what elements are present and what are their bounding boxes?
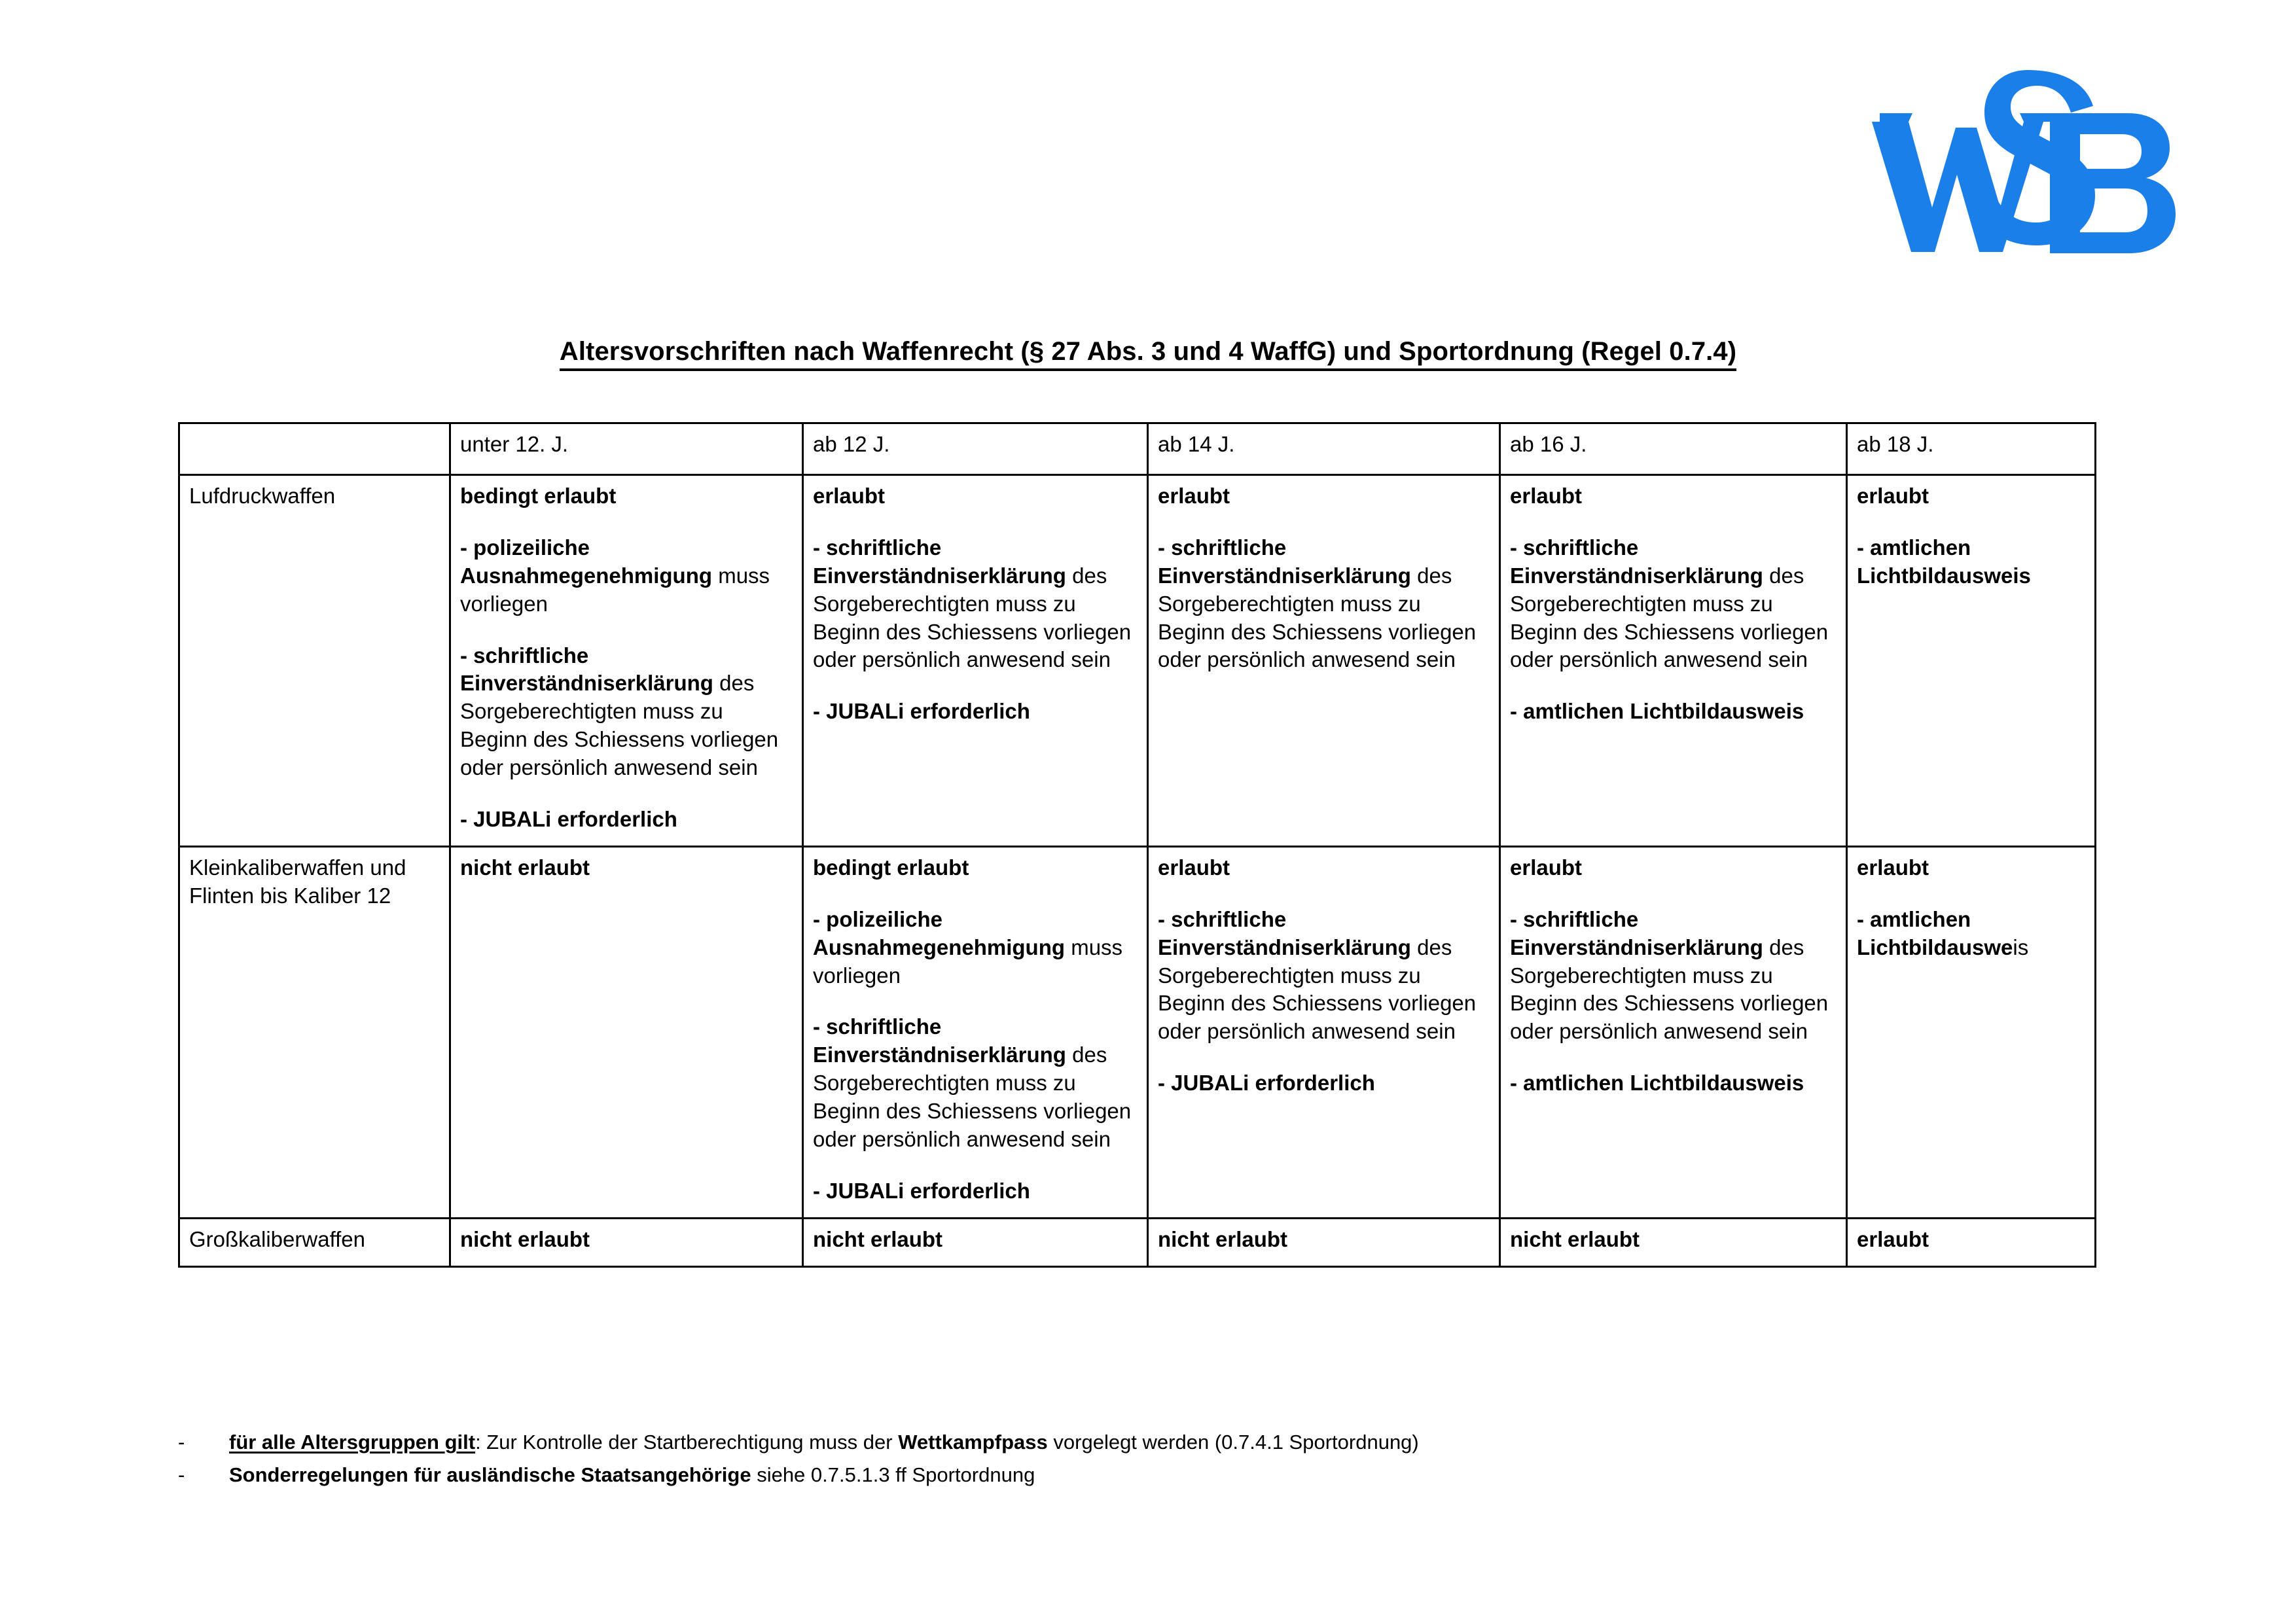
requirement-detail: des Sorgeberechtigten muss zu Beginn des Schiessens vorliegen oder persönlich anwesend sein bbox=[813, 563, 1132, 672]
cell-requirement bbox=[1857, 534, 2085, 590]
cell-requirement bbox=[1510, 906, 1837, 1046]
cell-spacer bbox=[460, 782, 793, 806]
cell-spacer bbox=[813, 510, 1138, 534]
requirement-title: - amtlichen Lichtbildausweis bbox=[1510, 1071, 1804, 1096]
table-cell bbox=[1847, 475, 2096, 847]
table-cell bbox=[803, 1218, 1148, 1266]
cell-requirement bbox=[813, 698, 1138, 726]
column-header-from-12: ab 12 J. bbox=[803, 423, 1148, 475]
wsb-logo bbox=[1872, 36, 2179, 298]
cell-spacer bbox=[460, 618, 793, 642]
table-cell bbox=[1500, 475, 1847, 847]
footnote-bold-lead: Sonderregelungen für ausländische Staatsangehörige bbox=[229, 1463, 751, 1487]
requirement-title: - polizeiliche Ausnahmegenehmigung bbox=[813, 906, 1066, 959]
requirement-title: - schriftliche Einverständniserklärung bbox=[1510, 906, 1763, 959]
requirement-detail: des Sorgeberechtigten muss zu Beginn des Schiessens vorliegen oder persönlich anwesend sein bbox=[1158, 935, 1477, 1044]
cell-spacer bbox=[1510, 510, 1837, 534]
requirement-title: - polizeiliche Ausnahmegenehmigung bbox=[460, 535, 713, 588]
column-header-from-14: ab 14 J. bbox=[1148, 423, 1500, 475]
cell-status: nicht erlaubt bbox=[1510, 1226, 1640, 1251]
requirement-title-tail: is bbox=[2013, 935, 2029, 959]
table-cell bbox=[803, 846, 1148, 1218]
row-label: Lufdruckwaffen bbox=[179, 475, 450, 847]
footnote-text bbox=[229, 1428, 2115, 1457]
requirement-title: - amtlichen Lichtbildausweis bbox=[1510, 699, 1804, 724]
cell-spacer bbox=[813, 674, 1138, 698]
cell-spacer bbox=[1857, 510, 2085, 534]
cell-spacer bbox=[1158, 510, 1490, 534]
cell-status: erlaubt bbox=[1857, 484, 1929, 508]
requirement-detail: muss vorliegen bbox=[813, 935, 1123, 988]
requirement-detail: des Sorgeberechtigten muss zu Beginn des Schiessens vorliegen oder persönlich anwesend sein bbox=[813, 1043, 1132, 1152]
page-title-text: Altersvorschriften nach Waffenrecht (§ 27 Abs. 3 und 4 WaffG) und Sportordnung (Regel 0.7.4) bbox=[560, 337, 1736, 371]
table-cell bbox=[1847, 846, 2096, 1218]
footnote-bullet: - bbox=[178, 1463, 185, 1487]
cell-status: nicht erlaubt bbox=[1158, 1226, 1288, 1251]
requirement-title: - JUBALi erforderlich bbox=[813, 699, 1030, 724]
requirement-title: - JUBALi erforderlich bbox=[460, 807, 677, 832]
footnote-middle: : Zur Kontrolle der Startberechtigung muss der bbox=[475, 1431, 899, 1454]
footnote-emphasis: für alle Altersgruppen gilt bbox=[229, 1431, 476, 1454]
column-header-from-16: ab 16 J. bbox=[1500, 423, 1847, 475]
table-cell bbox=[1500, 846, 1847, 1218]
requirement-detail: des Sorgeberechtigten muss zu Beginn des Schiessens vorliegen oder persönlich anwesend sein bbox=[1510, 563, 1829, 672]
cell-status: erlaubt bbox=[1510, 484, 1583, 508]
cell-requirement bbox=[813, 1013, 1138, 1153]
requirement-title: - schriftliche Einverständniserklärung bbox=[460, 643, 713, 696]
requirement-detail: des Sorgeberechtigten muss zu Beginn des Schiessens vorliegen oder persönlich anwesend sein bbox=[1510, 935, 1829, 1044]
table-header-row bbox=[179, 423, 2096, 475]
footnote-bold-term: Wettkampfpass bbox=[898, 1431, 1048, 1454]
requirement-title: - schriftliche Einverständniserklärung bbox=[1510, 535, 1763, 588]
cell-requirement bbox=[813, 534, 1138, 674]
cell-requirement bbox=[1510, 1069, 1837, 1097]
cell-status: bedingt erlaubt bbox=[460, 484, 617, 508]
table-cell bbox=[1500, 1218, 1847, 1266]
table-cell bbox=[1148, 475, 1500, 847]
requirement-detail: des Sorgeberechtigten muss zu Beginn des Schiessens vorliegen oder persönlich anwesend sein bbox=[1158, 563, 1477, 672]
table-cell bbox=[1847, 1218, 2096, 1266]
table-cell bbox=[450, 846, 803, 1218]
cell-spacer bbox=[1857, 882, 2085, 906]
requirement-title: - schriftliche Einverständniserklärung bbox=[813, 1014, 1066, 1067]
cell-requirement bbox=[460, 642, 793, 782]
column-header-from-18: ab 18 J. bbox=[1847, 423, 2096, 475]
footnote-text bbox=[229, 1461, 2115, 1489]
row-label: Kleinkaliberwaffen und Flinten bis Kaliber 12 bbox=[179, 846, 450, 1218]
table-cell bbox=[803, 475, 1148, 847]
footnote-item bbox=[178, 1428, 2115, 1457]
requirement-detail: des Sorgeberechtigten muss zu Beginn des Schiessens vorliegen oder persönlich anwesend sein bbox=[460, 671, 779, 780]
age-regulations-table bbox=[178, 422, 2096, 1268]
cell-spacer bbox=[1158, 1046, 1490, 1069]
page-title bbox=[0, 337, 2296, 371]
requirement-title: - schriftliche Einverständniserklärung bbox=[813, 535, 1066, 588]
cell-requirement bbox=[813, 1177, 1138, 1205]
cell-spacer bbox=[1510, 1046, 1837, 1069]
requirement-title: - JUBALi erforderlich bbox=[813, 1178, 1030, 1203]
cell-spacer bbox=[1510, 882, 1837, 906]
cell-status: erlaubt bbox=[1158, 855, 1230, 880]
cell-status: bedingt erlaubt bbox=[813, 855, 969, 880]
table-row bbox=[179, 846, 2096, 1218]
cell-status: erlaubt bbox=[1857, 1226, 1929, 1251]
footnote-item bbox=[178, 1461, 2115, 1489]
table-row bbox=[179, 1218, 2096, 1266]
requirement-title: - amtlichen Lichtbildausweis bbox=[1857, 535, 2031, 588]
table-body bbox=[179, 475, 2096, 1267]
cell-requirement bbox=[1158, 1069, 1490, 1097]
table-cell bbox=[450, 1218, 803, 1266]
cell-requirement bbox=[460, 534, 793, 618]
cell-status: nicht erlaubt bbox=[813, 1226, 943, 1251]
cell-status: erlaubt bbox=[1857, 855, 1929, 880]
cell-spacer bbox=[1510, 674, 1837, 698]
cell-requirement bbox=[1857, 906, 2085, 962]
cell-status: erlaubt bbox=[1158, 484, 1230, 508]
cell-status: erlaubt bbox=[813, 484, 886, 508]
cell-spacer bbox=[460, 510, 793, 534]
cell-spacer bbox=[1158, 882, 1490, 906]
table-cell bbox=[1148, 846, 1500, 1218]
cell-spacer bbox=[813, 882, 1138, 906]
cell-requirement bbox=[813, 906, 1138, 990]
column-header-under-12: unter 12. J. bbox=[450, 423, 803, 475]
requirement-title: - JUBALi erforderlich bbox=[1158, 1071, 1375, 1096]
cell-spacer bbox=[813, 1154, 1138, 1177]
requirement-detail: muss vorliegen bbox=[460, 563, 770, 616]
cell-status: erlaubt bbox=[1510, 855, 1583, 880]
requirement-title: - amtlichen Lichtbildauswe bbox=[1857, 906, 2013, 959]
table-cell bbox=[1148, 1218, 1500, 1266]
column-header-category bbox=[179, 423, 450, 475]
cell-requirement bbox=[1158, 906, 1490, 1046]
cell-requirement bbox=[1510, 698, 1837, 726]
cell-status: nicht erlaubt bbox=[460, 1226, 590, 1251]
cell-requirement bbox=[1158, 534, 1490, 674]
cell-requirement bbox=[460, 806, 793, 834]
table-row bbox=[179, 475, 2096, 847]
footnote-tail: siehe 0.7.5.1.3 ff Sportordnung bbox=[751, 1463, 1035, 1487]
cell-requirement bbox=[1510, 534, 1837, 674]
footnote-tail: vorgelegt werden (0.7.4.1 Sportordnung) bbox=[1047, 1431, 1419, 1454]
footnotes bbox=[178, 1428, 2115, 1493]
requirement-title: - schriftliche Einverständniserklärung bbox=[1158, 906, 1411, 959]
footnote-bullet: - bbox=[178, 1431, 185, 1454]
table-cell bbox=[450, 475, 803, 847]
cell-spacer bbox=[813, 990, 1138, 1013]
requirement-title: - schriftliche Einverständniserklärung bbox=[1158, 535, 1411, 588]
cell-status: nicht erlaubt bbox=[460, 855, 590, 880]
row-label: Großkaliberwaffen bbox=[179, 1218, 450, 1266]
